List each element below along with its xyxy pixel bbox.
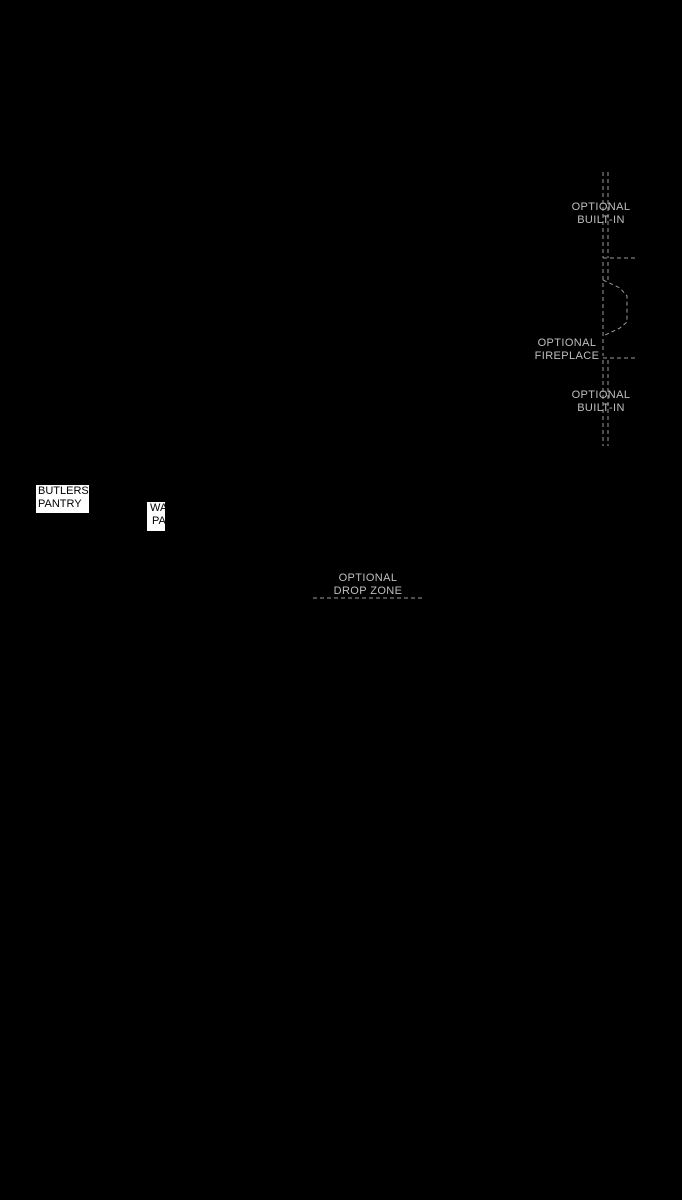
butlers-pantry-label [36,485,89,513]
butlers-pantry-line2: PANTRY [38,498,82,510]
optional-built-in-top-line1: OPTIONAL [571,201,631,213]
optional-drop-zone-line2: DROP ZONE [333,585,403,597]
optional-fireplace-label [530,337,604,363]
optional-built-in-bottom-label [566,389,636,415]
fireplace-hearth-outline [603,280,627,336]
optional-built-in-bottom-line2: BUILT-IN [577,402,625,414]
optional-built-in-bottom-line1: OPTIONAL [571,389,631,401]
walk-in-pantry-label [147,502,196,531]
optional-drop-zone-line1: OPTIONAL [338,572,398,584]
optional-fireplace-line1: OPTIONAL [537,337,597,349]
butlers-pantry-line1: BUTLERS [38,485,89,497]
optional-built-in-top-line2: BUILT-IN [577,214,625,226]
walk-in-pantry-line2: PANTRY [152,515,196,527]
optional-fireplace-line2: FIREPLACE [534,350,600,362]
optional-drop-zone-label [323,572,413,598]
walk-in-pantry-line1: WALK-IN [150,502,196,514]
optional-built-in-top-label [566,201,636,227]
